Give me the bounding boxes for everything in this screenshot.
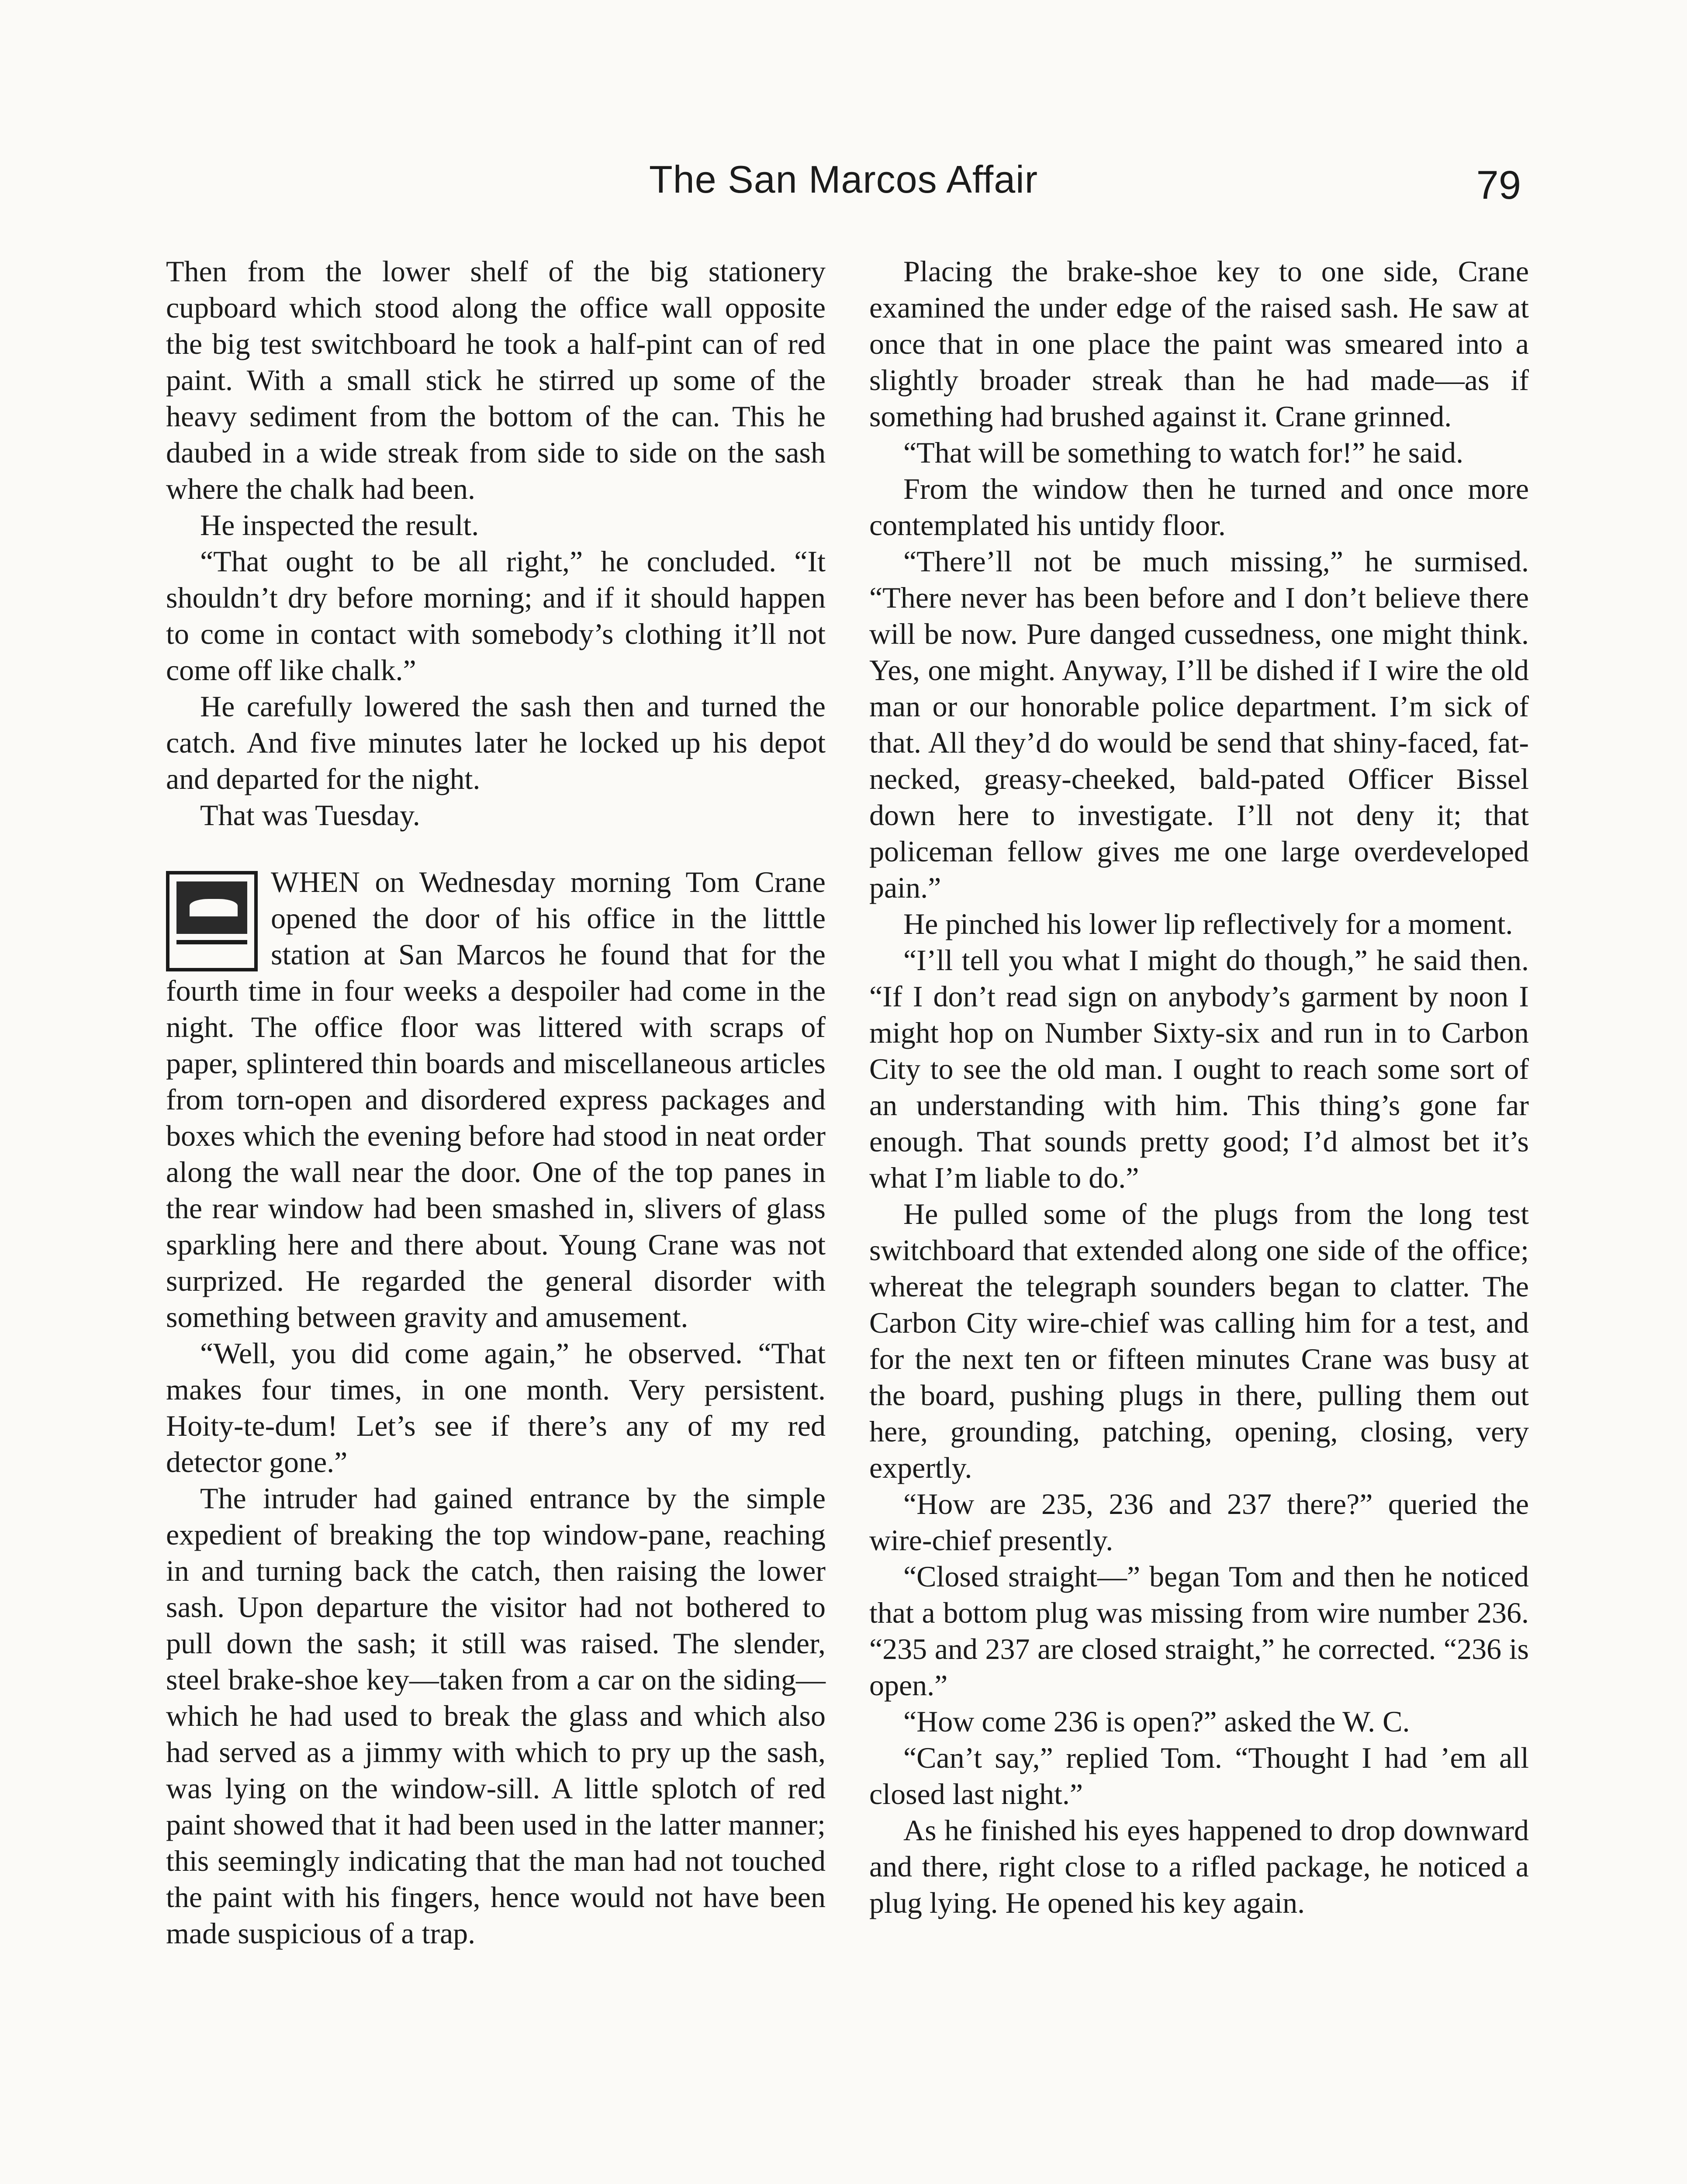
page-header (166, 157, 1521, 214)
paragraph: “Closed straight—” began Tom and then he noticed that a bottom plug was missing from wire number 236. “235 and 237 are closed straight,” he corrected. “236 is open.” (869, 1560, 1529, 1702)
dropcap-paragraph (166, 864, 826, 1335)
paragraph: From the window then he turned and once more contemplated his untidy floor. (869, 472, 1529, 542)
paragraph: He pinched his lower lip reflectively for a moment. (903, 907, 1513, 940)
paragraph: “There’ll not be much missing,” he surmised. “There never has been before and I don’t believe there will be now. Pure danged cussedness, one might think. Yes, one might. Anyway, I’ll be dished if I wire the old man or our honorable police department. I’m sick of that. All they’d do would be send that shiny-faced, fat-necked, greasy-cheeked, bald-pated Officer Bissel down here to investigate. I’ll not deny it; that policeman fellow gives me one large overdeveloped pain.” (869, 545, 1529, 904)
paragraph: “That ought to be all right,” he concluded. “It shouldn’t dry before morning; and if it should happen to come in contact with somebody’s clothing it’ll not come off like chalk.” (166, 545, 826, 687)
paragraph: “How are 235, 236 and 237 there?” queried the wire-chief presently. (869, 1487, 1529, 1557)
paragraph: The intruder had gained entrance by the simple expedient of breaking the top window-pane, reaching in and turning back the catch, then raising the lower sash. Upon departure the visitor had not bothered to pull down the sash; it still was raised. The slender, steel brake-shoe key—taken from a car on the siding—which he had used to break the glass and which also had served as a jimmy with which to pry up the sash, was lying on the window-sill. A little splotch of red paint showed that it had been used in the latter manner; this seemingly indicating that the man had not touched the paint with his fingers, hence would not have been made suspicious of a trap. (166, 1482, 826, 1950)
paragraph: Then from the lower shelf of the big stationery cupboard which stood along the office wall opposite the big test switchboard he took a half-pint can of red paint. With a small stick he stirred up some of the heavy sediment from the bottom of the can. This he daubed in a wide streak from side to side on the sash where the chalk had been. (166, 255, 826, 505)
paragraph: He carefully lowered the sash then and turned the catch. And five minutes later he locked up his depot and departed for the night. (166, 690, 826, 795)
paragraph: As he finished his eyes happened to drop downward and there, right close to a rifled package, he noticed a plug lying. He opened his key again. (869, 1814, 1529, 1919)
paragraph: Placing the brake-shoe key to one side, Crane examined the under edge of the raised sash. He saw at once that in one place the paint was smeared into a slightly broader streak than he had made—as if something had brushed against it. Crane grinned. (869, 255, 1529, 433)
paragraph: WHEN on Wednesday morning Tom Crane opened the door of his office in the litttle station at San Marcos he found that for the fourth time in four weeks a despoiler had come in the night. The office floor was littered with scraps of paper, splintered thin boards and miscellaneous articles from torn-open and disordered express packages and boxes which the evening before had stood in neat order along the wall near the door. One of the top panes in the rear window had been smashed in, slivers of glass sparkling here and there about. Young Crane was not surprized. He regarded the general disorder with something between gravity and amusement. (166, 865, 826, 1334)
running-title: The San Marcos Affair (649, 158, 1038, 201)
paragraph: “How come 236 is open?” asked the W. C. (903, 1705, 1410, 1738)
section-break (166, 833, 826, 864)
paragraph: He pulled some of the plugs from the long test switchboard that extended along one side of the office; whereat the telegraph sounders began to clatter. The Carbon City wire-chief was calling him for a test, and for the next ten or fifteen minutes Crane was busy at the board, pushing plugs in there, pulling them out here, grounding, patching, opening, closing, very expertly. (869, 1197, 1529, 1484)
page-number: 79 (1476, 163, 1521, 207)
paragraph: “I’ll tell you what I might do though,” he said then. “If I don’t read sign on anybody’s garment by noon I might hop on Number Sixty-six and run in to Carbon City to see the old man. I ought to reach some sort of an understanding with him. This thing’s gone far enough. That sounds pretty good; I’d almost bet it’s what I’m liable to do.” (869, 943, 1529, 1194)
paragraph: He inspected the result. (200, 508, 479, 542)
paragraph: “Can’t say,” replied Tom. “Thought I had ’em all closed last night.” (869, 1741, 1529, 1811)
left-column (166, 253, 826, 1952)
illustrated-initial-icon (166, 871, 258, 971)
paragraph: “Well, you did come again,” he observed. “That makes four times, in one month. Very persistent. Hoity-te-dum! Let’s see if there’s any of my red detector gone.” (166, 1337, 826, 1479)
paragraph: “That will be something to watch for!” he said. (903, 436, 1464, 469)
paragraph: That was Tuesday. (200, 798, 420, 832)
right-column (869, 253, 1529, 1921)
